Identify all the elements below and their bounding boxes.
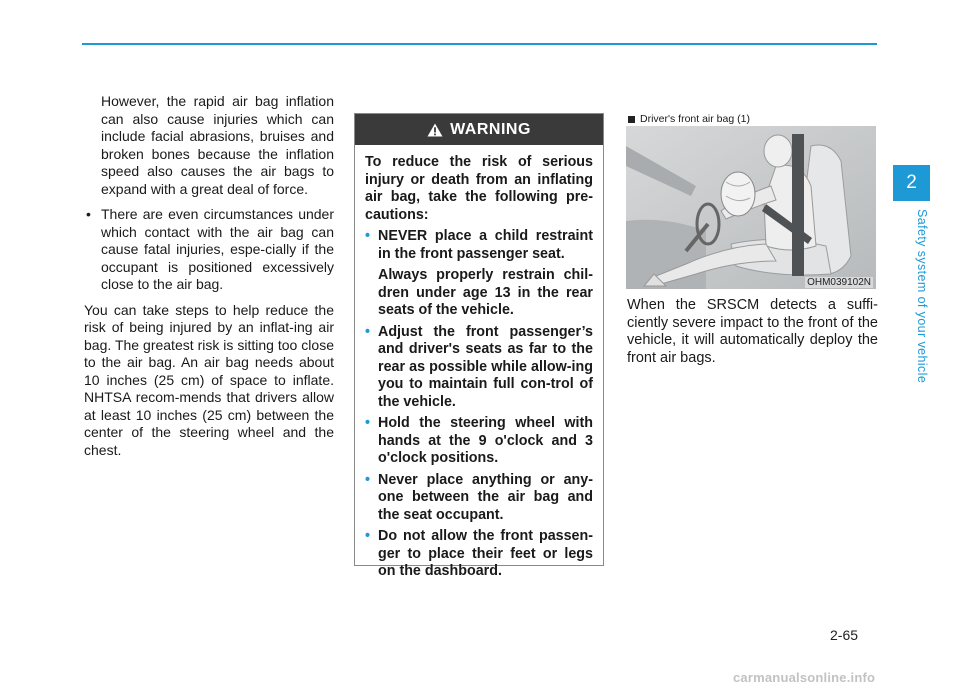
bullet-dot: • (86, 206, 91, 222)
warning-item-text: Adjust the front passenger’s and driver's seats as far to the rear as possible while allow-ing you to maintain full con-trol of the vehicle. (378, 323, 593, 410)
warning-item-text: Hold the steering wheel with hands at the 9 o'clock and 3 o'clock positions. (378, 415, 593, 466)
bullet-text: There are even circumstances under which contact with the air bag can cause fatal injuries, espe-cially if the occupant is positioned excessively close to the air bag. (101, 206, 334, 292)
bullet-dot: • (365, 528, 371, 544)
left-column (84, 93, 334, 467)
warning-item (365, 415, 593, 468)
body-paragraph: You can take steps to help reduce the risk of being injured by an inflat-ing air bag. The greatest risk is sitting too close to the air bag. An air bag needs about 10 inches (25 cm) of space to inflate. NHTSA recom-mends that drivers allow at least 10 inches (25 cm) between the center of the steering wheel and the chest. (84, 301, 334, 458)
figure-code: OHM039102N (807, 277, 871, 288)
warning-item-text-extra: Always properly restrain chil-dren under age 13 in the rear seats of the vehicle. (378, 267, 593, 318)
warning-item (365, 472, 593, 525)
body-paragraph: When the SRSCM detects a suffi-ciently severe impact to the front of the vehicle, it will automatically deploy the front air bags. (627, 297, 878, 366)
warning-item (365, 528, 593, 581)
top-rule (82, 43, 877, 45)
warning-heading: WARNING (450, 120, 531, 138)
warning-box (354, 113, 604, 579)
figure-caption-text: Driver's front air bag (1) (640, 113, 750, 125)
warning-header (355, 114, 603, 145)
warning-intro: To reduce the risk of serious injury or death from an inflating air bag, take the following pre-cautions: (365, 154, 593, 223)
warning-item-text: Do not allow the front passen-ger to place their feet or legs on the dashboard. (378, 528, 593, 579)
bullet-item (84, 206, 334, 294)
warning-body (355, 145, 603, 581)
warning-item-text: Never place anything or any-one between the air bag and the seat occupant. (378, 471, 593, 523)
section-tab (893, 135, 930, 397)
bullet-dot: • (365, 415, 371, 431)
bullet-dot: • (365, 323, 371, 340)
airbag-illustration (626, 126, 876, 289)
section-title: Safety system of your vehicle (915, 209, 929, 384)
warning-triangle-icon (427, 123, 443, 137)
watermark: carmanualsonline.info (733, 670, 876, 685)
right-column (627, 297, 878, 367)
section-number: 2 (893, 165, 930, 201)
body-paragraph: However, the rapid air bag inflation can also cause injuries which can include facial abrasions, bruises and broken bones because the inflation speed also causes the air bags to expand with a great deal of force. (101, 93, 334, 197)
figure-caption (628, 113, 750, 125)
driver-airbag-illustration (626, 126, 876, 289)
bullet-dot: • (365, 228, 371, 244)
bullet-dot: • (365, 471, 371, 488)
page-number: 2-65 (830, 627, 859, 643)
warning-item-text: NEVER place a child restraint in the front passenger seat. (378, 228, 593, 262)
caption-square-icon (628, 116, 635, 123)
warning-item (365, 324, 593, 412)
warning-item (365, 228, 593, 320)
